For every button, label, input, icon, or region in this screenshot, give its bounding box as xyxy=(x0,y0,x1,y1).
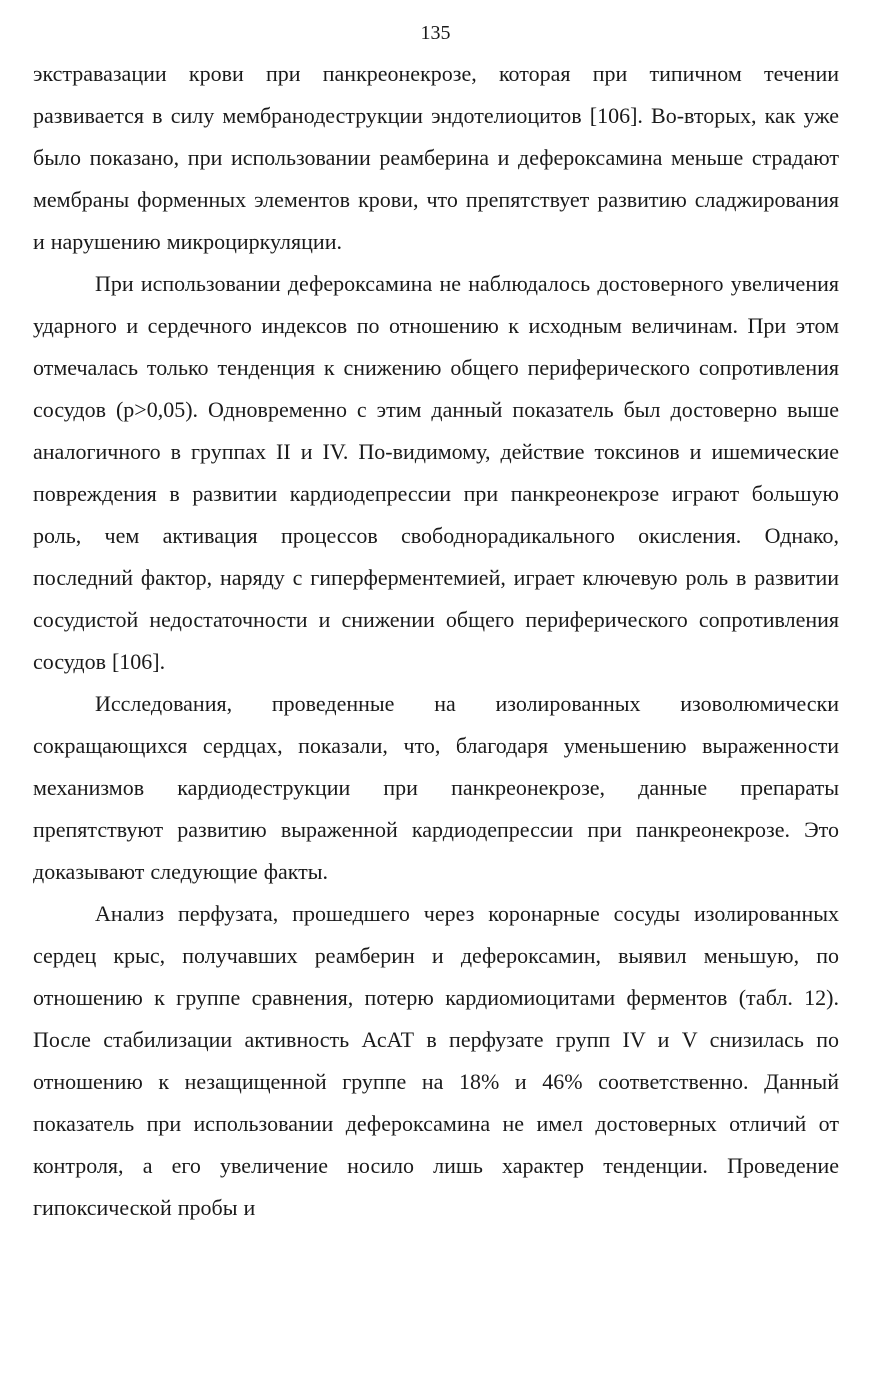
paragraph-continuation: экстравазации крови при панкреонекрозе, которая при типичном течении развивается в силу мембранодеструкции эндотелиоцитов [106]. Во-вторых, как уже было показано, при использовании реамберина и дефероксамина меньше страдают мембраны форменных элементов крови, что препятствует развитию сладжирования и нарушению микроциркуляции. xyxy=(33,61,839,254)
body-text xyxy=(33,53,839,1229)
page-number: 135 xyxy=(420,22,451,44)
paragraph-deferoxamine-hemodynamics: При использовании дефероксамина не наблюдалось достоверного увеличения ударного и сердечного индексов по отношению к исходным величинам. При этом отмечалась только тенденция к снижению общего периферического сопротивления сосудов (р>0,05). Одновременно с этим данный показатель был достоверно выше аналогичного в группах II и IV. По-видимому, действие токсинов и ишемические повреждения в развитии кардиодепрессии при панкреонекрозе играют большую роль, чем активация процессов свободнорадикального окисления. Однако, последний фактор, наряду с гиперферментемией, играет ключевую роль в развитии сосудистой недостаточности и снижении общего периферического сопротивления сосудов [106]. xyxy=(33,271,839,674)
paragraph-isolated-hearts: Исследования, проведенные на изолированных изоволюмически сокращающихся сердцах, показали, что, благодаря уменьшению выраженности механизмов кардиодеструкции при панкреонекрозе, данные препараты препятствуют развитию выраженной кардиодепрессии при панкреонекрозе. Это доказывают следующие факты. xyxy=(33,691,839,884)
paragraph-perfusate-analysis: Анализ перфузата, прошедшего через коронарные сосуды изолированных сердец крыс, получавших реамберин и дефероксамин, выявил меньшую, по отношению к группе сравнения, потерю кардиомиоцитами ферментов (табл. 12). После стабилизации активность АсАТ в перфузате групп IV и V снизилась по отношению к незащищенной группе на 18% и 46% соответственно. Данный показатель при использовании дефероксамина не имел достоверных отличий от контроля, а его увеличение носило лишь характер тенденции. Проведение гипоксической пробы и xyxy=(33,901,839,1220)
